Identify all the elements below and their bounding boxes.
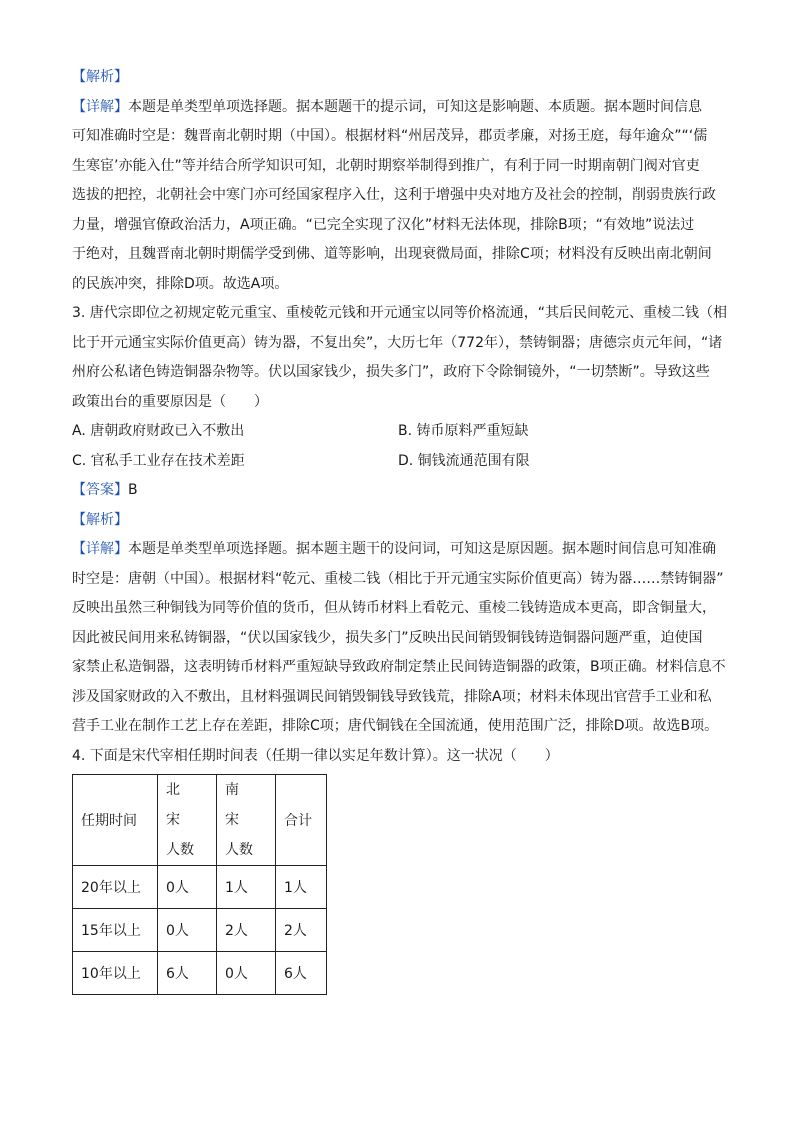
analysis-heading [72,506,732,536]
q3-stem-line: 政策出台的重要原因是（ ） [72,393,268,410]
cell-south: 1人 [217,866,276,909]
q3-analysis-line: 因此被民间用来私铸铜器，“伏以国家钱少，损失多门”反映出民间销毁铜钱铸造铜器问题严重，迫使国 [72,629,703,646]
q4-stem: 4. 下面是宋代宰相任期时间表（任期一律以实足年数计算）。这一状况（ ） [72,747,559,764]
q3-analysis-line: 反映出虽然三种铜钱为同等价值的货币，但从铸币材料上看乾元、重棱二钱铸造成本更高，即含铜量大， [72,600,716,616]
cell-total: 1人 [276,866,327,909]
header-north-song-bottom: 人数 [166,842,194,858]
cell-period: 20年以上 [73,866,158,909]
q3-analysis-line [72,535,732,565]
header-period: 任期时间 [73,775,158,866]
q2-analysis-line: 于绝对，且魏晋南北朝时期儒学受到佛、道等影响，出现衰微局面，排除C项；材料没有反映出南北朝间 [72,246,712,262]
q2-analysis-line: 生寒宦’亦能入仕”等并结合所学知识可知，北朝时期察举制得到推广，有利于同一时期南朝门阀对官吏 [72,157,700,174]
header-south-song-bottom: 人数 [225,842,253,858]
q3-options-row [72,417,732,447]
q3-analysis-text: 本题是单类型单项选择题。据本题主题干的设问词，可知这是原因题。据本题时间信息可知准确 [128,541,716,557]
q2-analysis-line: 可知准确时空是：魏晋南北朝时期（中国）。根据材料“州居茂异，郡贡孝廉，对扬王庭，每年逾众”“‘儒 [72,128,708,144]
option-c: C. 官私手工业存在技术差距 [72,452,245,469]
xiangjie-tag: 【详解】 [72,541,128,557]
q3-options-row [72,447,732,477]
jiexi-tag: 【解析】 [72,69,128,85]
analysis-heading [72,63,732,93]
table-row [73,952,327,995]
header-south-song-top: 南宋 [225,782,249,828]
option-a: A. 唐朝政府财政已入不敷出 [72,423,245,439]
document-page [72,63,732,995]
jiexi-tag: 【解析】 [72,511,128,528]
cell-period: 10年以上 [73,952,158,995]
cell-south: 0人 [217,952,276,995]
header-north-song-top: 北宋 [166,782,190,828]
cell-period: 15年以上 [73,909,158,952]
header-north-song [158,775,217,866]
q3-analysis-line: 家禁止私造铜器，这表明铸币材料严重短缺导致政府制定禁止民间铸造铜器的政策，B项正确。材料信息不 [72,659,726,675]
q2-analysis-line [72,93,732,123]
tenure-table [72,774,327,995]
q2-analysis-line: 的民族冲突，排除D项。故选A项。 [72,275,289,292]
cell-north: 6人 [158,952,217,995]
cell-north: 0人 [158,866,217,909]
q2-analysis-line: 力量，增强官僚政治活力，A项正确。“已完全实现了汉化”材料无法体现，排除B项；“有效地”说法过 [72,216,695,233]
q3-stem-line: 比于开元通宝实际价值更高）铸为器，不复出矣”，大历七年（772年），禁铸铜器；唐德宗贞元年间，“诸 [72,334,723,351]
header-south-song [217,775,276,866]
answer-value: B [128,482,138,498]
q3-stem-line: 州府公私诸色铸造铜器杂物等。伏以国家钱少，损失多门”，政府下令除铜镜外，“一切禁断”。导致这些 [72,364,710,380]
q3-analysis-line: 营手工业在制作工艺上存在差距，排除C项；唐代铜钱在全国流通，使用范围广泛，排除D项。故选B项。 [72,718,719,734]
option-b: B. 铸币原料严重短缺 [398,423,529,439]
q3-answer [72,476,732,506]
cell-total: 2人 [276,909,327,952]
header-total: 合计 [276,775,327,866]
cell-total: 6人 [276,952,327,995]
table-row [73,909,327,952]
table-header-row [73,775,327,866]
cell-south: 2人 [217,909,276,952]
q3-analysis-line: 涉及国家财政的入不敷出，且材料强调民间销毁铜钱导致钱荒，排除A项；材料未体现出官营手工业和私 [72,688,712,705]
xiangjie-tag: 【详解】 [72,98,128,115]
table-row [73,866,327,909]
q2-analysis-text: 本题是单类型单项选择题。据本题题干的提示词，可知这是影响题、本质题。据本题时间信息 [128,98,702,115]
cell-north: 0人 [158,909,217,952]
q3-stem-line: 3. 唐代宗即位之初规定乾元重宝、重棱乾元钱和开元通宝以同等价格流通，“其后民间乾元、重棱二钱（相 [72,305,728,321]
option-d: D. 铜钱流通范围有限 [398,452,530,469]
daan-tag: 【答案】 [72,482,128,498]
q3-analysis-line: 时空是：唐朝（中国）。根据材料“乾元、重棱二钱（相比于开元通宝实际价值更高）铸为器……禁铸铜器” [72,570,724,587]
q2-analysis-line: 选拔的把控，北朝社会中寒门亦可经国家程序入仕，这利于增强中央对地方及社会的控制，削弱贵族行政 [72,187,716,203]
